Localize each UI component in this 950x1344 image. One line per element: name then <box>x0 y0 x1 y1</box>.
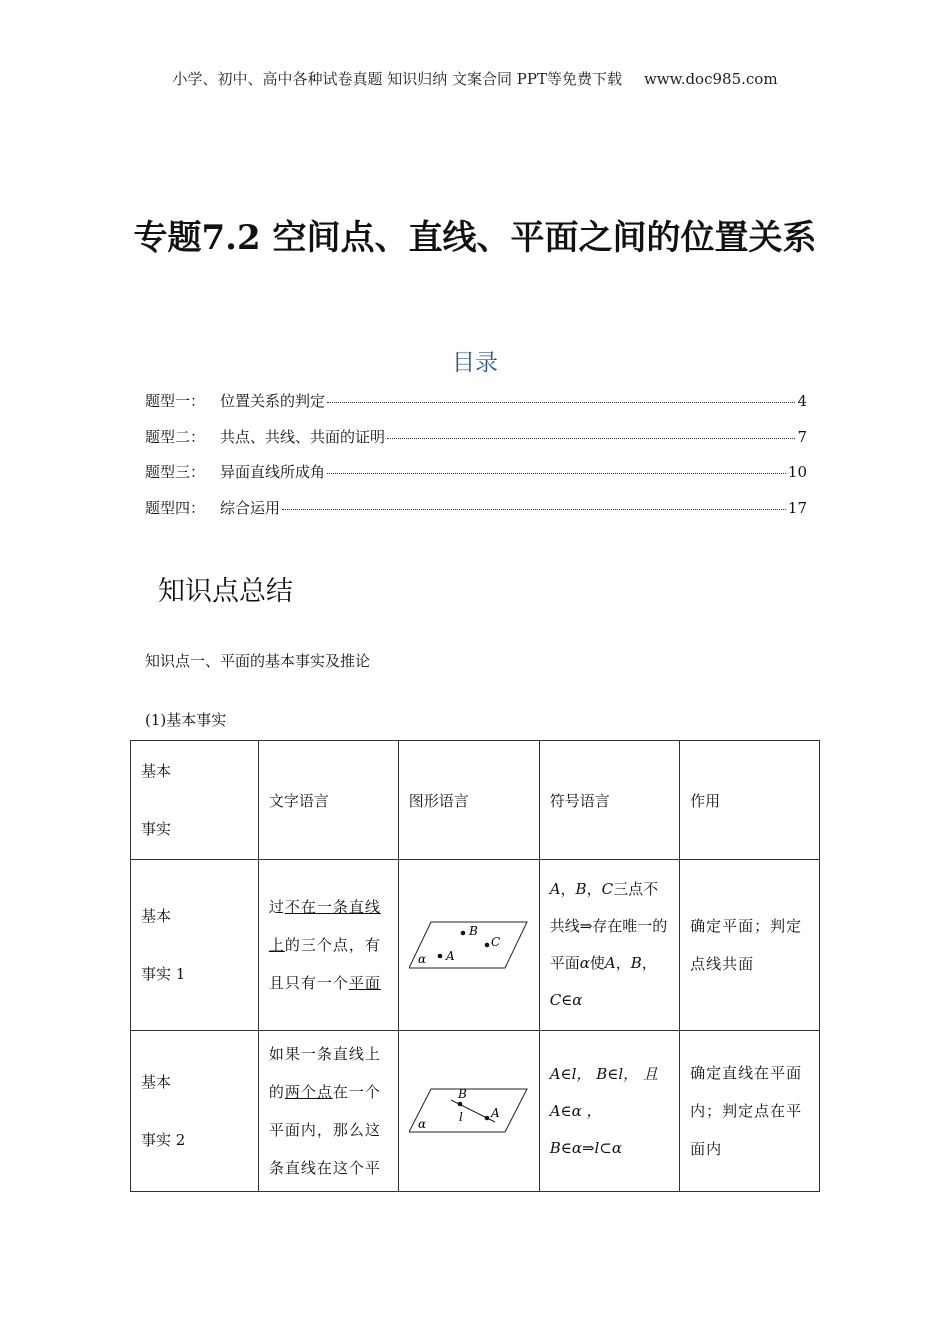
symbol-language-cell <box>539 1031 679 1192</box>
label-a: A <box>490 1106 500 1120</box>
page-header <box>0 68 950 89</box>
knowledge-point-heading: 知识点一、平面的基本事实及推论 <box>145 652 371 670</box>
sym-text: 三点不共线⇒存在唯一的平面 <box>549 880 668 972</box>
plane-outline <box>409 922 527 968</box>
header-cell-text-language: 文字语言 <box>258 741 398 860</box>
sym-sep: ， <box>641 954 657 972</box>
point-b <box>457 1102 462 1107</box>
toc-item-number: 题型三： <box>145 463 206 481</box>
toc-item-label: 共点、共线、共面的证明 <box>220 427 386 446</box>
point-a <box>484 1116 489 1121</box>
header-text: 小学、初中、高中各种试卷真题 知识归纳 文案合同 PPT等免费下载 <box>172 70 622 88</box>
toc-item[interactable] <box>145 426 807 462</box>
underlined-text: 不在一条直线上 <box>268 898 381 954</box>
table-row <box>131 1031 820 1192</box>
sym-point: A <box>604 954 616 972</box>
point-a <box>437 954 442 959</box>
sym-point: C∈α <box>549 991 583 1009</box>
toc-item-number: 题型四： <box>145 498 206 517</box>
text-part: 如果一条直线上的 <box>268 1045 381 1101</box>
use-cell: 确定直线在平面内；判定点在平面内 <box>680 1031 820 1192</box>
toc-item-label: 位置关系的判定 <box>220 392 326 410</box>
sym-point: A <box>549 880 561 898</box>
graph-language-cell <box>398 860 539 1031</box>
toc-item-label: 异面直线所成角 <box>220 463 326 481</box>
text-part: 过 <box>268 898 285 916</box>
text-part: 在一个平面内，那么这条直线在这个平 <box>268 1083 381 1177</box>
sym-point: B <box>630 954 642 972</box>
toc-item-page: 7 <box>797 427 807 446</box>
text-language-cell <box>258 860 398 1031</box>
table-row <box>131 860 820 1031</box>
header-fact-line2: 事实 <box>141 820 172 838</box>
underlined-text: 平面 <box>348 974 381 992</box>
label-a: A <box>445 949 455 963</box>
label-alpha: α <box>417 952 426 966</box>
toc-heading: 目录 <box>452 350 498 376</box>
label-b: B <box>457 1087 467 1101</box>
sym-point: B <box>575 880 587 898</box>
toc-item-page: 4 <box>797 392 807 410</box>
toc-item-number: 题型一： <box>145 392 206 410</box>
text-language-cell <box>258 1031 398 1192</box>
sym-point: C <box>601 880 614 898</box>
text-part: 的三个点，有且只有一个 <box>268 936 381 992</box>
sym-line: A∈α ， <box>549 1101 602 1120</box>
underlined-text: 两个点 <box>284 1083 333 1101</box>
toc-item[interactable] <box>145 497 807 533</box>
sym-line: A∈l， B∈l， 且 <box>549 1064 658 1083</box>
toc-dot-leader <box>282 509 786 510</box>
sym-line: B∈α⇒l⊂α <box>549 1138 623 1157</box>
plane-three-points-figure <box>409 918 529 972</box>
point-b <box>460 931 465 936</box>
header-cell-fact <box>131 741 259 860</box>
sym-text: 使 <box>589 954 605 972</box>
plane-outline <box>409 1089 527 1132</box>
table-of-contents <box>145 390 807 532</box>
use-cell: 确定平面；判定点线共面 <box>680 860 820 1031</box>
toc-item-page: 17 <box>787 498 807 517</box>
header-cell-use: 作用 <box>680 741 820 860</box>
toc-dot-leader <box>387 438 795 439</box>
toc-item-page: 10 <box>787 463 807 481</box>
fact-name-cell <box>131 1031 259 1192</box>
graph-language-cell <box>398 1031 539 1192</box>
toc-item[interactable] <box>145 461 807 497</box>
toc-item-label: 综合运用 <box>220 498 281 517</box>
page-title: 专题7.2 空间点、直线、平面之间的位置关系 <box>133 218 817 258</box>
sym-alpha: α <box>579 954 590 972</box>
fact-name-line2: 事实 1 <box>141 965 186 983</box>
point-c <box>484 943 489 948</box>
header-fact-line1: 基本 <box>141 762 172 780</box>
fact-name-line1: 基本 <box>141 907 172 925</box>
toc-dot-leader <box>327 473 786 474</box>
toc-dot-leader <box>327 402 795 403</box>
label-b: B <box>468 924 478 938</box>
sym-sep: ， <box>586 880 602 898</box>
line-in-plane-figure <box>409 1086 529 1136</box>
sym-sep: ， <box>560 880 576 898</box>
label-l: l <box>458 1110 463 1124</box>
symbol-language-cell <box>539 860 679 1031</box>
header-cell-symbol-language: 符号语言 <box>539 741 679 860</box>
fact-name-line2: 事实 2 <box>141 1131 186 1149</box>
header-site-link[interactable]: www.doc985.com <box>643 70 778 88</box>
basic-facts-table <box>130 740 820 1192</box>
sym-sep: ， <box>615 954 631 972</box>
toc-item-number: 题型二： <box>145 427 206 446</box>
fact-name-line1: 基本 <box>141 1073 172 1091</box>
fact-name-cell <box>131 860 259 1031</box>
table-header-row <box>131 741 820 860</box>
summary-heading: 知识点总结 <box>158 576 293 607</box>
label-alpha: α <box>417 1117 426 1131</box>
label-c: C <box>490 935 500 949</box>
subheading: (1)基本事实 <box>145 711 227 729</box>
header-cell-graph-language: 图形语言 <box>398 741 539 860</box>
toc-item[interactable] <box>145 390 807 426</box>
